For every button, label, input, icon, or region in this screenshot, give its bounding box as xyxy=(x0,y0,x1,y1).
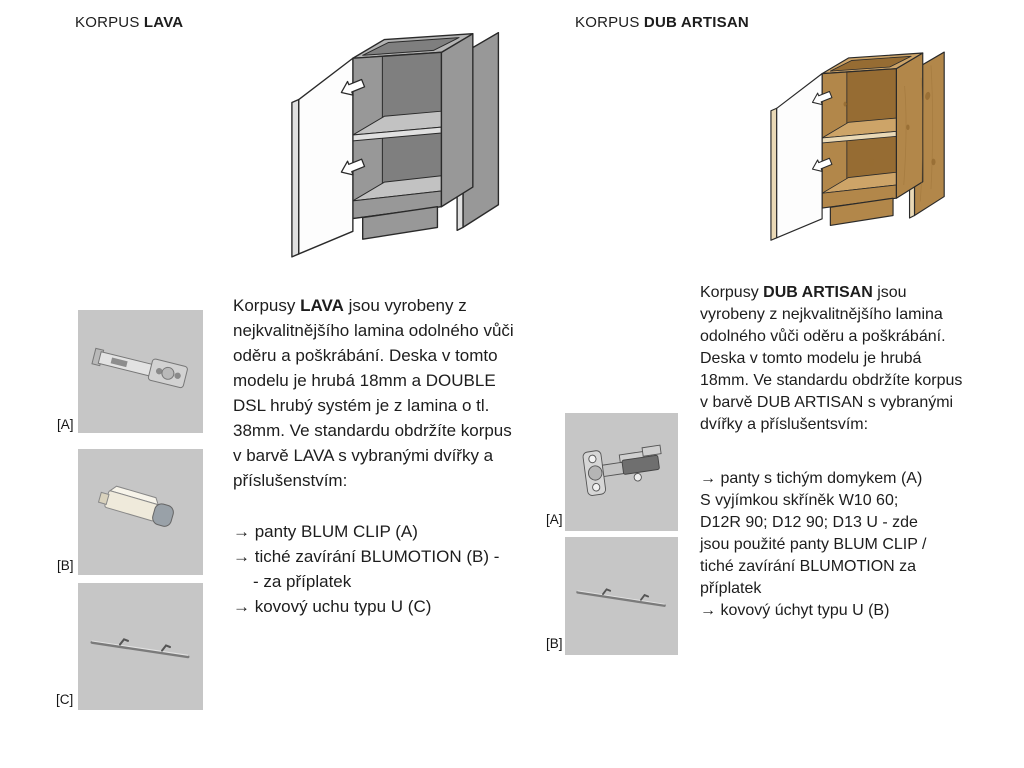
para-text: jsou vyrobeny z nejkvalitnějšího lamina odolného vůči oděru a poškrábání. Deska v tomto modelu je hrubá 18mm a DOUBLE DSL hrubý systém je z lamina o tl. 38mm. Ve standardu obdržíte korpus v barvě LAVA s vybranými dvířky a příslušenstvím: xyxy=(233,296,514,490)
blum-clip-hinge-image xyxy=(78,310,203,433)
hardware-label-c-left: [C] xyxy=(56,692,74,707)
hardware-label-b-right: [B] xyxy=(546,636,563,651)
para-text: Korpusy xyxy=(233,296,301,315)
list-item: → panty BLUM CLIP (A) xyxy=(233,522,418,541)
lava-paragraph xyxy=(233,293,523,493)
u-handle-image-left xyxy=(78,583,203,710)
dub-artisan-description xyxy=(700,282,967,622)
lava-description xyxy=(233,293,523,619)
lava-cabinet-illustration xyxy=(286,4,522,260)
section-title-lava xyxy=(75,14,183,31)
para-text: jsou vyrobeny z nejkvalitnějšího lamina odolného vůči oděru a poškrábání. Deska v tomto modelu je hrubá 18mm. Ve standardu obdržíte korpus v barvě DUB ARTISAN s vybranými dvířky a příslušentsvím: xyxy=(700,284,963,433)
dub-artisan-cabinet-illustration xyxy=(766,28,964,243)
dub-artisan-paragraph xyxy=(700,282,967,436)
lava-feature-list xyxy=(233,519,523,619)
hardware-label-a-right: [A] xyxy=(546,512,563,527)
list-item: → kovový úchyt typu U (B) xyxy=(700,602,890,619)
list-item: příplatek xyxy=(700,580,762,597)
blumotion-damper-image xyxy=(78,449,203,575)
para-bold: LAVA xyxy=(300,296,344,315)
dub-artisan-feature-list xyxy=(700,468,967,622)
hardware-label-b-left: [B] xyxy=(57,558,74,573)
para-text: Korpusy xyxy=(700,284,764,301)
hardware-label-a-left: [A] xyxy=(57,417,74,432)
section-title-dub-artisan xyxy=(575,14,749,31)
title-prefix: KORPUS xyxy=(75,14,144,31)
soft-close-hinge-image xyxy=(565,413,678,531)
u-handle-image-right xyxy=(565,537,678,655)
list-item: - za příplatek xyxy=(253,572,352,591)
list-item: D12R 90; D12 90; D13 U - zde xyxy=(700,514,918,531)
list-item: tiché zavírání BLUMOTION za xyxy=(700,558,917,575)
list-item: → tiché zavírání BLUMOTION (B) - xyxy=(233,547,500,566)
title-prefix: KORPUS xyxy=(575,14,644,31)
list-item: S vyjímkou skříněk W10 60; xyxy=(700,492,899,509)
list-item: → kovový uchu typu U (C) xyxy=(233,597,432,616)
para-bold: DUB ARTISAN xyxy=(763,284,873,301)
title-name: DUB ARTISAN xyxy=(643,14,749,31)
list-item: jsou použité panty BLUM CLIP / xyxy=(700,536,927,553)
list-item: → panty s tichým domykem (A) xyxy=(700,470,923,487)
title-name: LAVA xyxy=(143,14,184,31)
